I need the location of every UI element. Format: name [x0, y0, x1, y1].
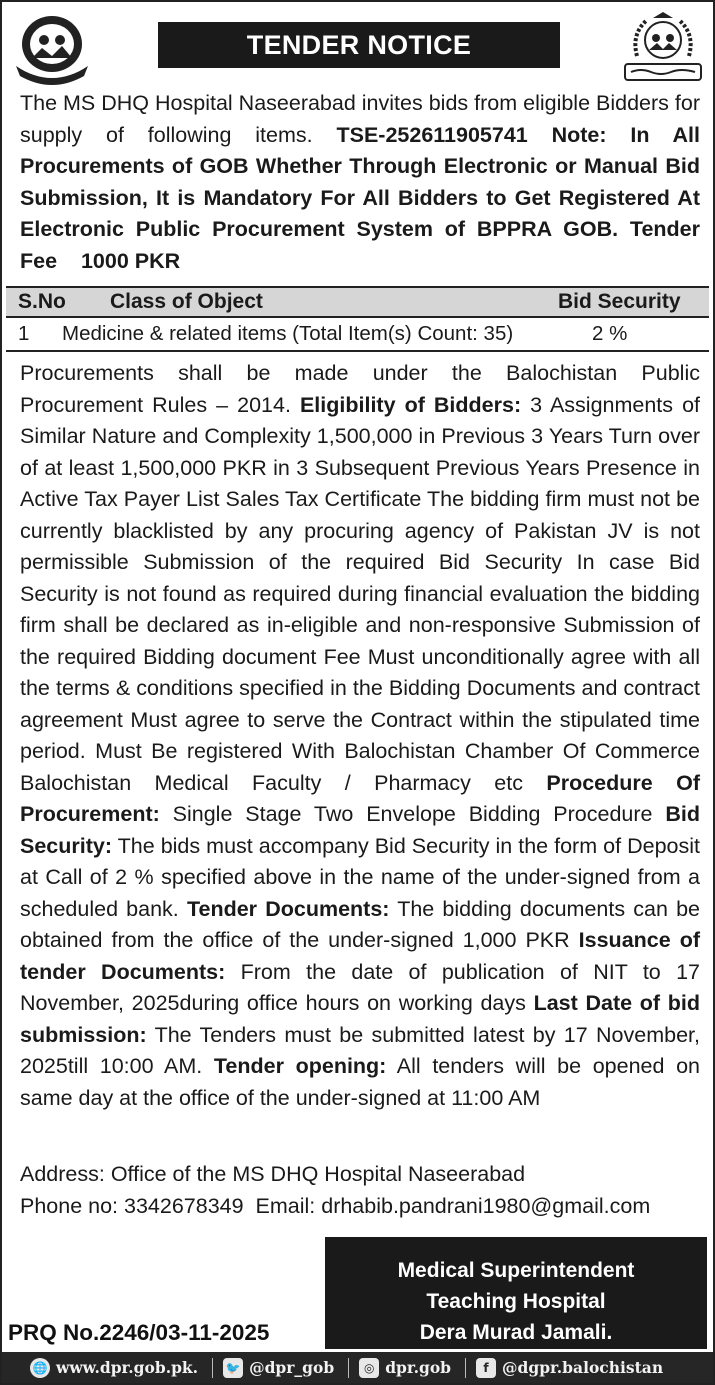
signature-line-1: Medical Superintendent: [397, 1259, 635, 1282]
tender-documents-heading: Tender Documents:: [186, 896, 390, 921]
signature-line-3: Dera Murad Jamali.: [419, 1321, 613, 1344]
footer-facebook[interactable]: [476, 1358, 663, 1378]
footer-divider: [212, 1358, 213, 1378]
website-text: www.dpr.gob.pk.: [56, 1358, 199, 1377]
procedure-heading: Procedure Of Procurement:: [20, 770, 701, 826]
header-bid-security: Bid Security: [558, 290, 681, 313]
tender-fee-label: Tender Fee: [20, 217, 700, 273]
facebook-icon: f: [476, 1358, 496, 1378]
footer-website[interactable]: [30, 1358, 198, 1378]
row-sno: 1: [18, 322, 30, 345]
row-security: 2 %: [592, 322, 628, 345]
header-class-of-object: Class of Object: [110, 290, 263, 313]
footer-bar: [2, 1352, 713, 1383]
header-sno: S.No: [18, 290, 66, 313]
twitter-icon: 🐦: [223, 1358, 243, 1378]
tender-notice-title: TENDER NOTICE: [158, 22, 560, 68]
issuance-text: From the date of publication of NIT to 17 November, 2025during office hours on working days: [20, 959, 701, 1015]
intro-paragraph: [20, 88, 700, 277]
items-table: [6, 286, 709, 352]
instagram-text: dpr.gob: [385, 1358, 452, 1377]
bid-security-text: The bids must accompany Bid Security in the form of Deposit at Call of 2 % specified above in the name of the under-signed from a scheduled bank.: [20, 833, 700, 921]
intro-text: The MS DHQ Hospital Naseerabad invites bids from eligible Bidders for supply of following items.: [20, 91, 700, 147]
footer-instagram[interactable]: [359, 1358, 451, 1378]
eligibility-heading: Eligibility of Bidders:: [299, 392, 522, 417]
last-date-text: The Tenders must be submitted latest by 17 November, 2025till 10:00 AM.: [20, 1022, 700, 1078]
terms-paragraph: [20, 358, 700, 1114]
eligibility-text: 3 Assignments of Similar Nature and Complexity 1,500,000 in Previous 3 Years Turn over of at least 1,500,000 PKR in 3 Subsequent Previous Years Presence in Active Tax Payer List Sales Tax Certificate The bidding firm must not be currently blacklisted by any procuring agency of Pakistan JV is not permissible Submission of the required Bid Security In case Bid Security is not found as required during financial evaluation the bidding firm shall be declared as in-eligible and non-responsive Submission of the required Bidding document Fee Must unconditionally agree with all the terms & conditions specified in the Bidding Documents and contract agreement Must agree to serve the Contract within the stipulated time period. Must Be registered With Balochistan Chamber Of Commerce Balochistan Medical Faculty / Pharmacy etc: [20, 392, 701, 795]
table-header: [6, 288, 709, 318]
balochistan-emblem-right-icon: [621, 10, 705, 88]
table-row: [6, 318, 709, 352]
phone-email-line: Phone no: 3342678349 Email: drhabib.pandrani1980@gmail.com: [20, 1194, 651, 1218]
tender-documents-text: The bidding documents can be obtained from the office of the under-signed 1,000 PKR: [20, 896, 700, 952]
procedure-text: Single Stage Two Envelope Bidding Procedure: [159, 802, 666, 826]
signature-block: [325, 1237, 707, 1349]
footer-twitter[interactable]: [223, 1358, 334, 1378]
terms-text: Procurements shall be made under the Balochistan Public Procurement Rules – 2014.: [20, 361, 700, 417]
balochistan-emblem-left-icon: [10, 10, 94, 88]
footer-divider: [348, 1358, 349, 1378]
address-line: Address: Office of the MS DHQ Hospital Naseerabad: [20, 1162, 526, 1186]
globe-icon: 🌐: [30, 1358, 50, 1378]
tender-opening-text: All tenders will be opened on same day at the office of the under-signed at 11:00 AM: [20, 1054, 700, 1110]
prq-number: PRQ No.2246/03-11-2025: [8, 1320, 270, 1345]
row-object: Medicine & related items (Total Item(s) Count: 35): [62, 322, 514, 345]
last-date-heading: Last Date of bid submission:: [20, 991, 700, 1047]
issuance-heading: Issuance of tender Documents:: [20, 928, 700, 984]
header: [2, 2, 713, 87]
tender-fee-value: 1000 PKR: [80, 248, 181, 273]
signature-line-2: Teaching Hospital: [426, 1290, 606, 1313]
intro-note: TSE-252611905741 Note: In All Procurements of GOB Whether Through Electronic or Manual Bid Submission, It is Mandatory For All Bidders to Get Registered At Electronic Public Procurement System of BPPRA GOB.: [20, 122, 700, 241]
twitter-text: @dpr_gob: [249, 1358, 335, 1377]
footer-divider: [465, 1358, 466, 1378]
bid-security-heading: Bid Security:: [20, 802, 700, 858]
instagram-icon: ◎: [359, 1358, 379, 1378]
facebook-text: @dgpr.balochistan: [502, 1358, 664, 1377]
tender-opening-heading: Tender opening:: [213, 1054, 387, 1078]
